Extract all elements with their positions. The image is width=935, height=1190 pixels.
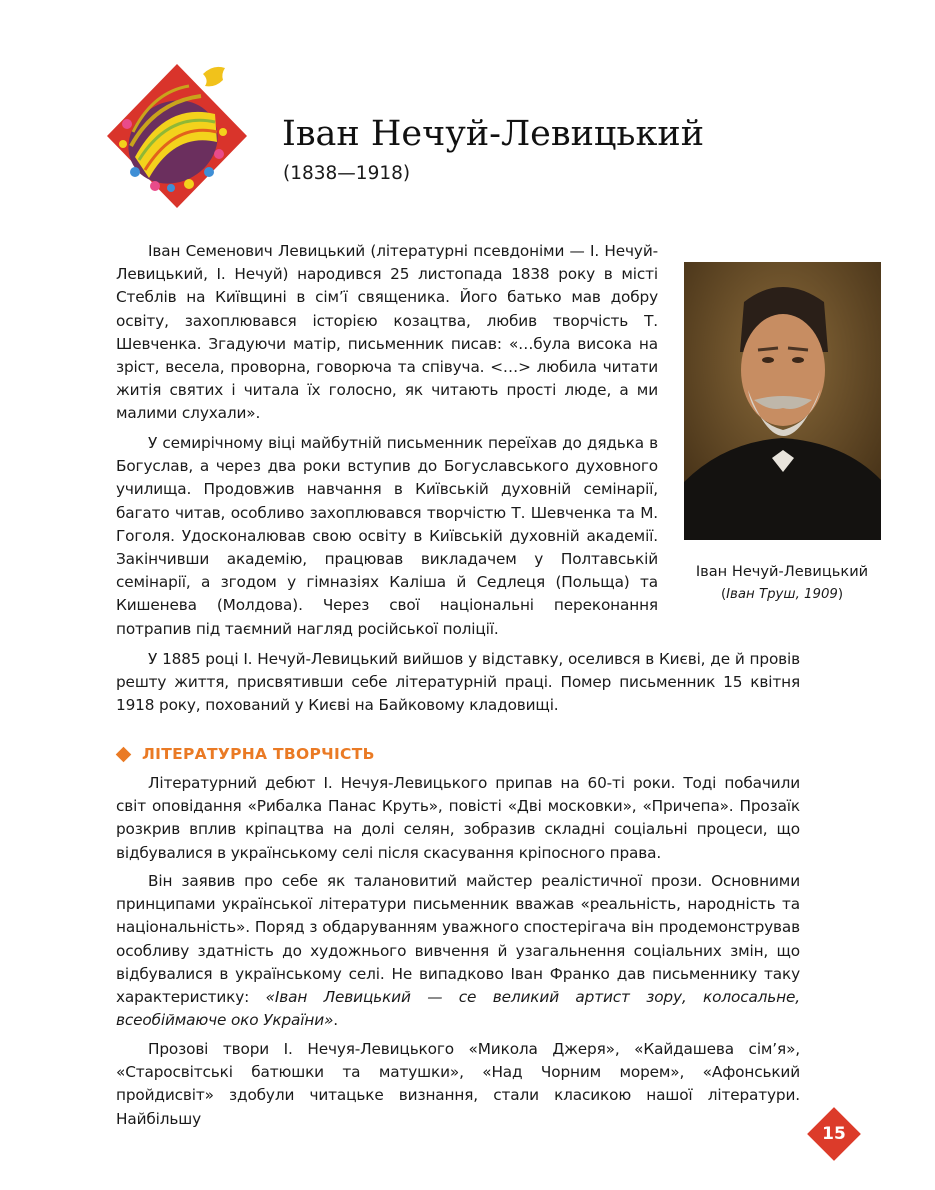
page-title: Іван Нечуй-Левицький — [282, 114, 705, 154]
franko-quote: «Іван Левицький — се великий артист зору, колосальне, всеобіймаюче око України» — [116, 988, 800, 1030]
section-heading — [115, 742, 375, 766]
intro-paragraph-1: Іван Семенович Левицький (літературні псевдоніми — І. Нечуй-Левицький, І. Нечуй) народився 25 листопада 1838 року в місті Стеблів на Київщині в сім’ї священика. Його батько мав добру освіту, захоплювався історією козацтва, любив творчість Т. Шевченка. Згадуючи матір, письменник писав: «…була висока на зріст, весела, проворна, говорюча та співуча. <…> любила читати житія святих і читала їх голосно, як читають прості люде, а ми малими слухали». — [116, 242, 658, 423]
pysanka-ornament-icon — [105, 62, 250, 212]
intro-paragraph-2: У семирічному віці майбутній письменник переїхав до дядька в Богуслав, а через два роки вступив до Богуславського духовного училища. Продовжив навчання в Київській духовній семінарії, багато читав, особливо захоплювався творчістю Т. Шевченка та М. Гоголя. Удосконалював свою освіту в Київській духовній академії. Закінчивши академію, працював викладачем у Полтавській семінарії, а згодом у гімназіях Каліша й Седлеця (Польща) та Кишенева (Молдова). Через свої національні переконання потрапив під таємний нагляд російської поліції. — [116, 434, 658, 638]
life-years: (1838—1918) — [283, 163, 411, 184]
section-paragraph-2 — [116, 870, 800, 1032]
intro-paragraph-3: У 1885 році І. Нечуй-Левицький вийшов у відставку, оселився в Києві, де й провів решту життя, присвятивши себе літературній праці. Помер письменник 15 квітня 1918 року, похований у Києві на Байковому кладовищі. — [116, 650, 800, 715]
page-number: 15 — [822, 1124, 846, 1144]
page-number-badge — [807, 1107, 861, 1161]
section-paragraph-2-end: . — [333, 1011, 338, 1030]
caption-paren-open: ( — [720, 587, 727, 602]
decorative-emblem — [105, 62, 250, 212]
diamond-bullet-icon — [116, 746, 132, 762]
section-heading-label: ЛІТЕРАТУРНА ТВОРЧІСТЬ — [142, 745, 375, 763]
caption-author: Іван Труш, 1909 — [726, 587, 838, 602]
caption-author-line — [666, 583, 898, 606]
portrait-painting-icon — [684, 262, 881, 540]
section-paragraph-3: Прозові твори І. Нечуя-Левицького «Микола Джеря», «Кайдашева сім’я», «Старосвітські батюшки та матушки», «Над Чорним морем», «Афонський пройдисвіт» здобули читацьке визнання, стали класикою нашої літератури. Найбільшу — [116, 1040, 800, 1128]
section-paragraph-1: Літературний дебют І. Нечуя-Левицького припав на 60-ті роки. Тоді побачили світ оповідання «Рибалка Панас Круть», повісті «Дві московки», «Причепа». Прозаїк розкрив вплив кріпацтва на долі селян, зобразив складні соціальні процеси, що відбувалися в українському селі після скасування кріпосного права. — [116, 774, 800, 862]
caption-name: Іван Нечуй-Левицький — [695, 563, 869, 580]
portrait-image — [684, 262, 881, 540]
portrait-caption — [666, 560, 898, 606]
caption-paren-close: ) — [837, 587, 844, 602]
section-paragraph-2-text: Він заявив про себе як талановитий майстер реалістичної прози. Основними принципами української літератури письменник вважав «реальність, народність та національність». Поряд з обдаруванням уважного спостерігача він продемонстрував особливу здатність до художнього вивчення й узагальнення соціальних змін, що відбувалися в українському селі. Не випадково Іван Франко дав письменнику таку характеристику: — [116, 872, 800, 1007]
